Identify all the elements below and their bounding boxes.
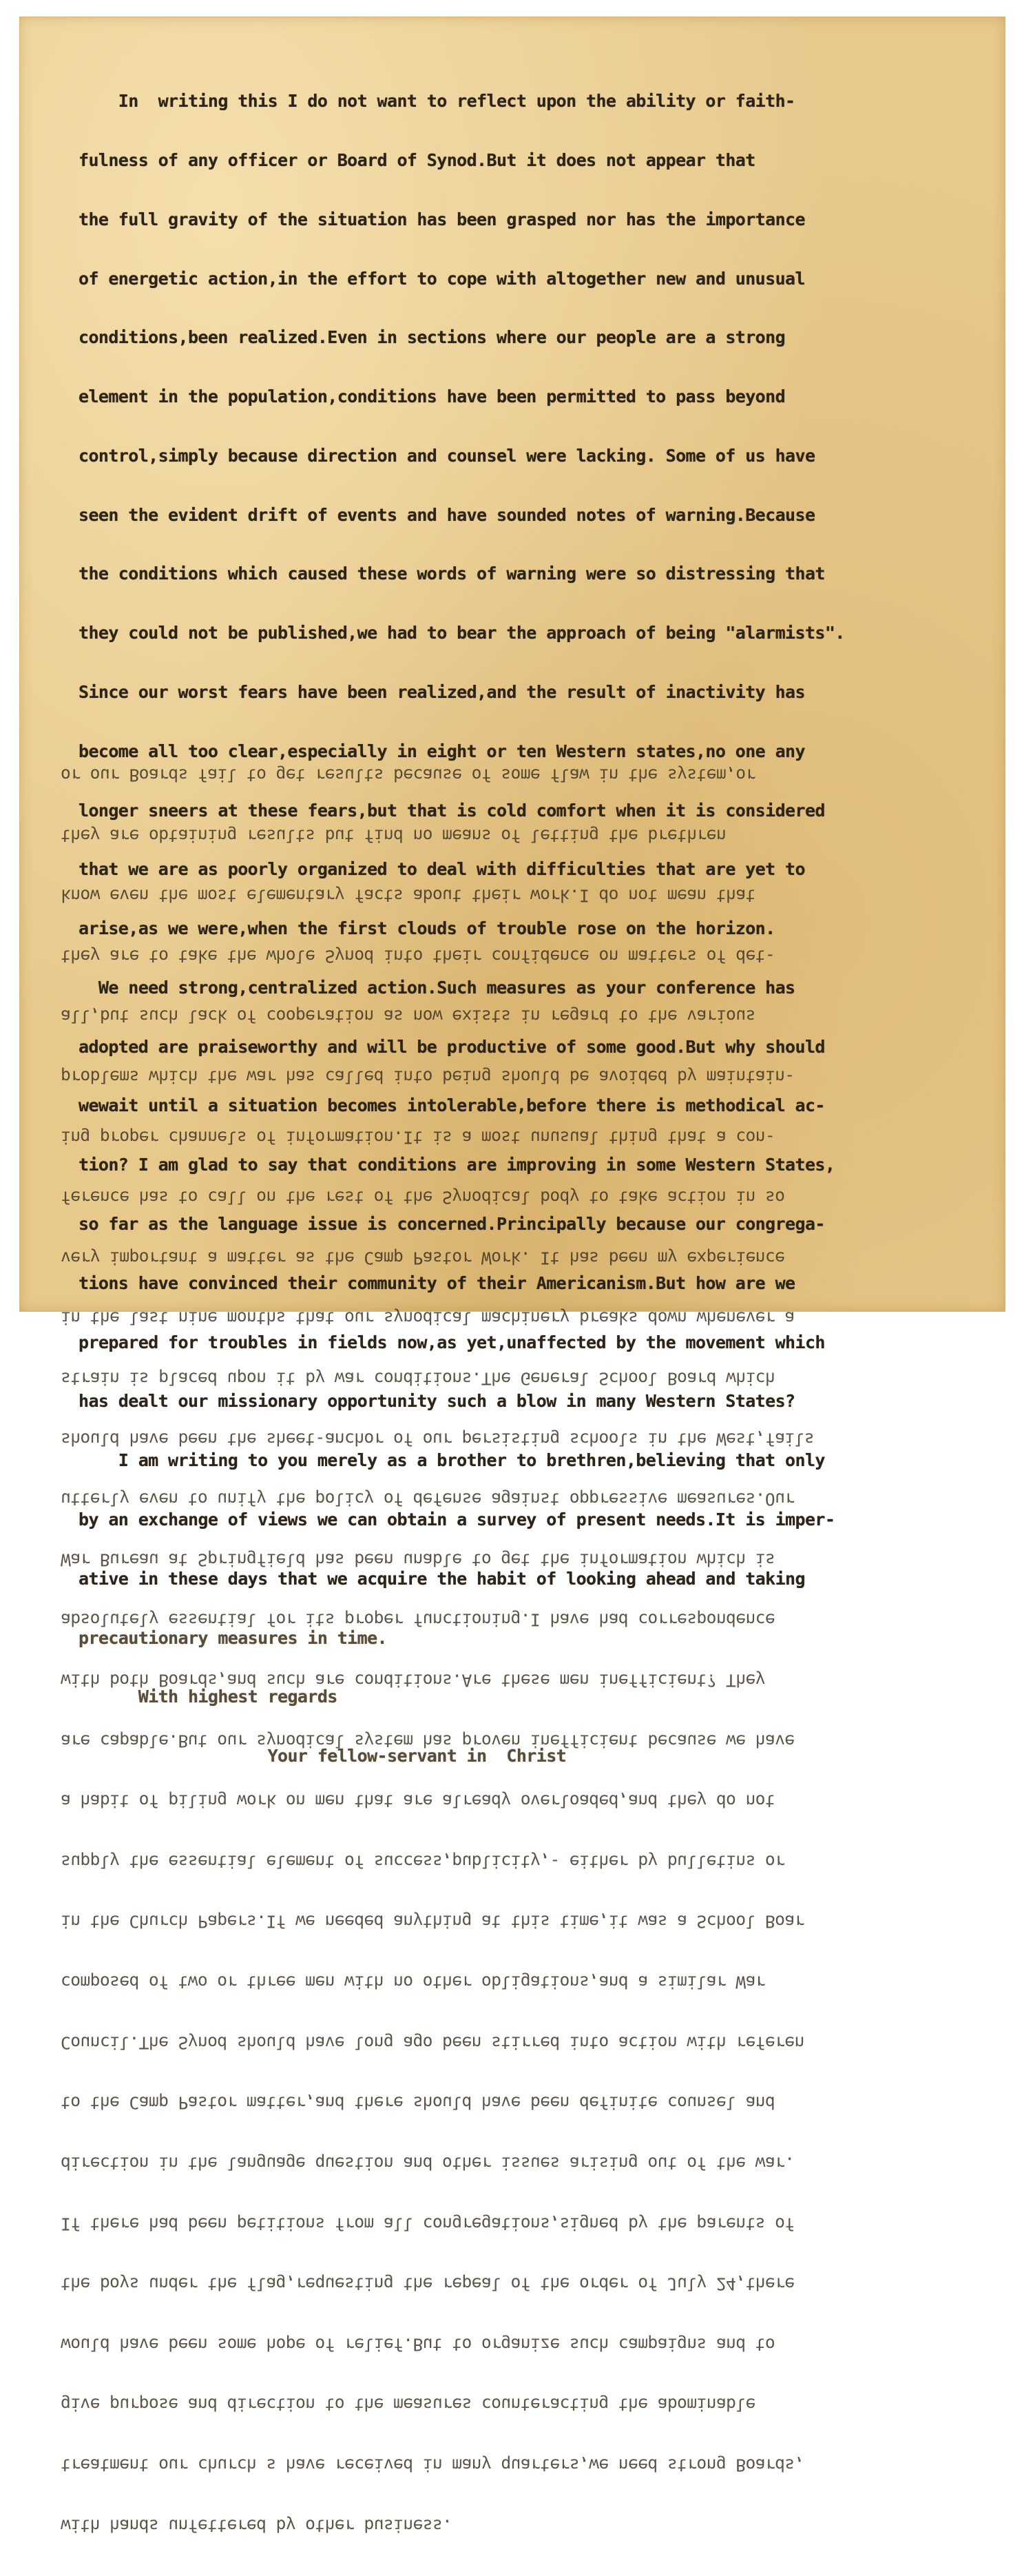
bleed-line: are capable.But our synodical system has proven inefficient because we have — [61, 1731, 795, 1751]
bleed-line: direction in the language question and other issues arising out of the war. — [61, 2153, 795, 2174]
letter-line: element in the population,conditions have been permitted to pass beyond — [79, 387, 786, 407]
bleed-line: ing proper channels of information.It is a most unusual thing that a con- — [61, 1127, 775, 1148]
letter-line: fulness of any officer or Board of Synod.But it does not appear that — [79, 150, 755, 170]
bleed-line: with hands unfettered by other business. — [61, 2515, 452, 2536]
letter-line: seen the evident drift of events and have sounded notes of warning.Because — [79, 504, 815, 525]
letter-body — [79, 52, 845, 1806]
letter-line: of energetic action,in the effort to cope with altogether new and unusual — [79, 268, 805, 289]
bleed-line: they are obtaining results but find no means of letting the brethren — [61, 825, 727, 846]
bleed-line: Council.The Synod should have long ago been stirred into action with referen — [61, 2032, 804, 2053]
letter-line: become all too clear,especially in eight or ten Western states,no one any — [79, 741, 805, 761]
bleed-line: know even the most elementary facts about their work.I do not mean that — [61, 885, 755, 906]
bleed-line: War Bureau at Springfield has been unable to get the information which is — [61, 1549, 775, 1570]
letter-line: In writing this I do not want to reflect upon the ability or faith- — [79, 91, 795, 112]
bleed-line: strain is placed upon it by war conditions.The General School Board which — [61, 1368, 775, 1389]
bleed-line: or our Boards fail to get results because of some flaw in the system,or — [61, 765, 755, 785]
bleed-line: ference has to call on the rest of the Synodical body to take action in so — [61, 1187, 785, 1208]
bleed-line: problems which the war has called into being should be avoided by maintain- — [61, 1067, 795, 1087]
letter-line: I am writing to you merely as a brother to brethren,believing that only — [79, 1450, 825, 1471]
bleed-line: utterly even to unify the policy of defense against oppressive measures.Our — [61, 1489, 795, 1509]
bleed-line: they are to take the whole Synod into their confidence on matters of det- — [61, 946, 775, 967]
bleed-line: should have been the sheet-anchor of our persisting schools in the West,fails — [61, 1429, 814, 1450]
letter-line: conditions,been realized.Even in sections where our people are a strong — [79, 327, 786, 348]
bleed-line: treatment our church s have received in many quarters,we need strong Boards, — [61, 2455, 804, 2475]
letter-line: adopted are praiseworthy and will be productive of some good.But why should — [79, 1036, 825, 1057]
bleed-line: very important a matter as the Camp Pastor Work. It has been my experience — [61, 1248, 785, 1268]
letter-line: arise,as we were,when the first clouds of trouble rose on the horizon. — [79, 918, 775, 939]
closing-salutation: With highest regards — [79, 1687, 337, 1707]
letter-line: precautionary measures in time. — [79, 1627, 387, 1648]
letter-line: ative in these days that we acquire the habit of looking ahead and taking — [79, 1568, 805, 1589]
bleed-line: in the Church Papers.If we needed anything at this time,it was a School Boar — [61, 1912, 804, 1933]
bleed-line: absolutely essential for its proper functioning.I have had correspondence — [61, 1610, 775, 1631]
letter-line: control,simply because direction and counsel were lacking. Some of us have — [79, 445, 815, 466]
letter-line: wewait until a situation becomes intolerable,before there is methodical ac- — [79, 1095, 825, 1116]
letter-line: so far as the language issue is concerned.Principally because our congrega- — [79, 1214, 825, 1235]
bleed-line: composed of two or three men with no other obligations,and a similar War — [61, 1972, 765, 1992]
bleed-line: to the Camp Pastor matter,and there should have been definite counsel and — [61, 2093, 775, 2114]
letter-line: We need strong,centralized action.Such measures as your conference has — [79, 977, 795, 998]
bleed-line: all,but such lack of cooperation as now exists in regard to the various — [61, 1007, 755, 1027]
signature-line: Your fellow-servant in Christ — [79, 1746, 567, 1766]
letter-line: tions have convinced their community of their Americanism.But how are we — [79, 1272, 795, 1293]
letter-line: that we are as poorly organized to deal with difficulties that are yet to — [79, 859, 805, 880]
bleed-line: in the last nine months that our synodical machinery breaks down whenever a — [61, 1308, 795, 1329]
letter-line: by an exchange of views we can obtain a survey of present needs.It is imper- — [79, 1509, 835, 1529]
letter-line: the full gravity of the situation has been grasped nor has the importance — [79, 209, 805, 229]
letter-line: has dealt our missionary opportunity such a blow in many Western States? — [79, 1391, 795, 1412]
letter-line: tion? I am glad to say that conditions are improving in some Western States, — [79, 1155, 835, 1175]
bleed-line: a habit of piling work on men that are already overloaded,and they do not — [61, 1791, 775, 1811]
letter-line: prepared for troubles in fields now,as yet,unaffected by the movement which — [79, 1332, 825, 1352]
letter-line: longer sneers at these fears,but that is cold comfort when it is considered — [79, 800, 825, 821]
letter-page — [19, 17, 1005, 2536]
bleed-line: give purpose and direction to the measures counteracting the abominable — [61, 2395, 755, 2415]
bleed-line: If there had been petitions from all congregations,signed by the parents of — [61, 2214, 795, 2234]
bleed-line: supply the essential element of success,publicity,- either by bulletins or — [61, 1851, 785, 1872]
letter-line: they could not be published,we had to bear the approach of being "alarmists". — [79, 623, 845, 643]
letter-line: Since our worst fears have been realized,and the result of inactivity has — [79, 682, 805, 702]
letter-line: the conditions which caused these words of warning were so distressing that — [79, 564, 825, 584]
bleed-line: the boys under the flag,requesting the repeal of the order of July 24,there — [61, 2274, 795, 2294]
bleed-line: with both Boards,and such are conditions.Are these men inefficient? They — [61, 1670, 765, 1691]
bleed-line: would have been some hope of relief.But to organize such campaigns and to — [61, 2334, 775, 2355]
